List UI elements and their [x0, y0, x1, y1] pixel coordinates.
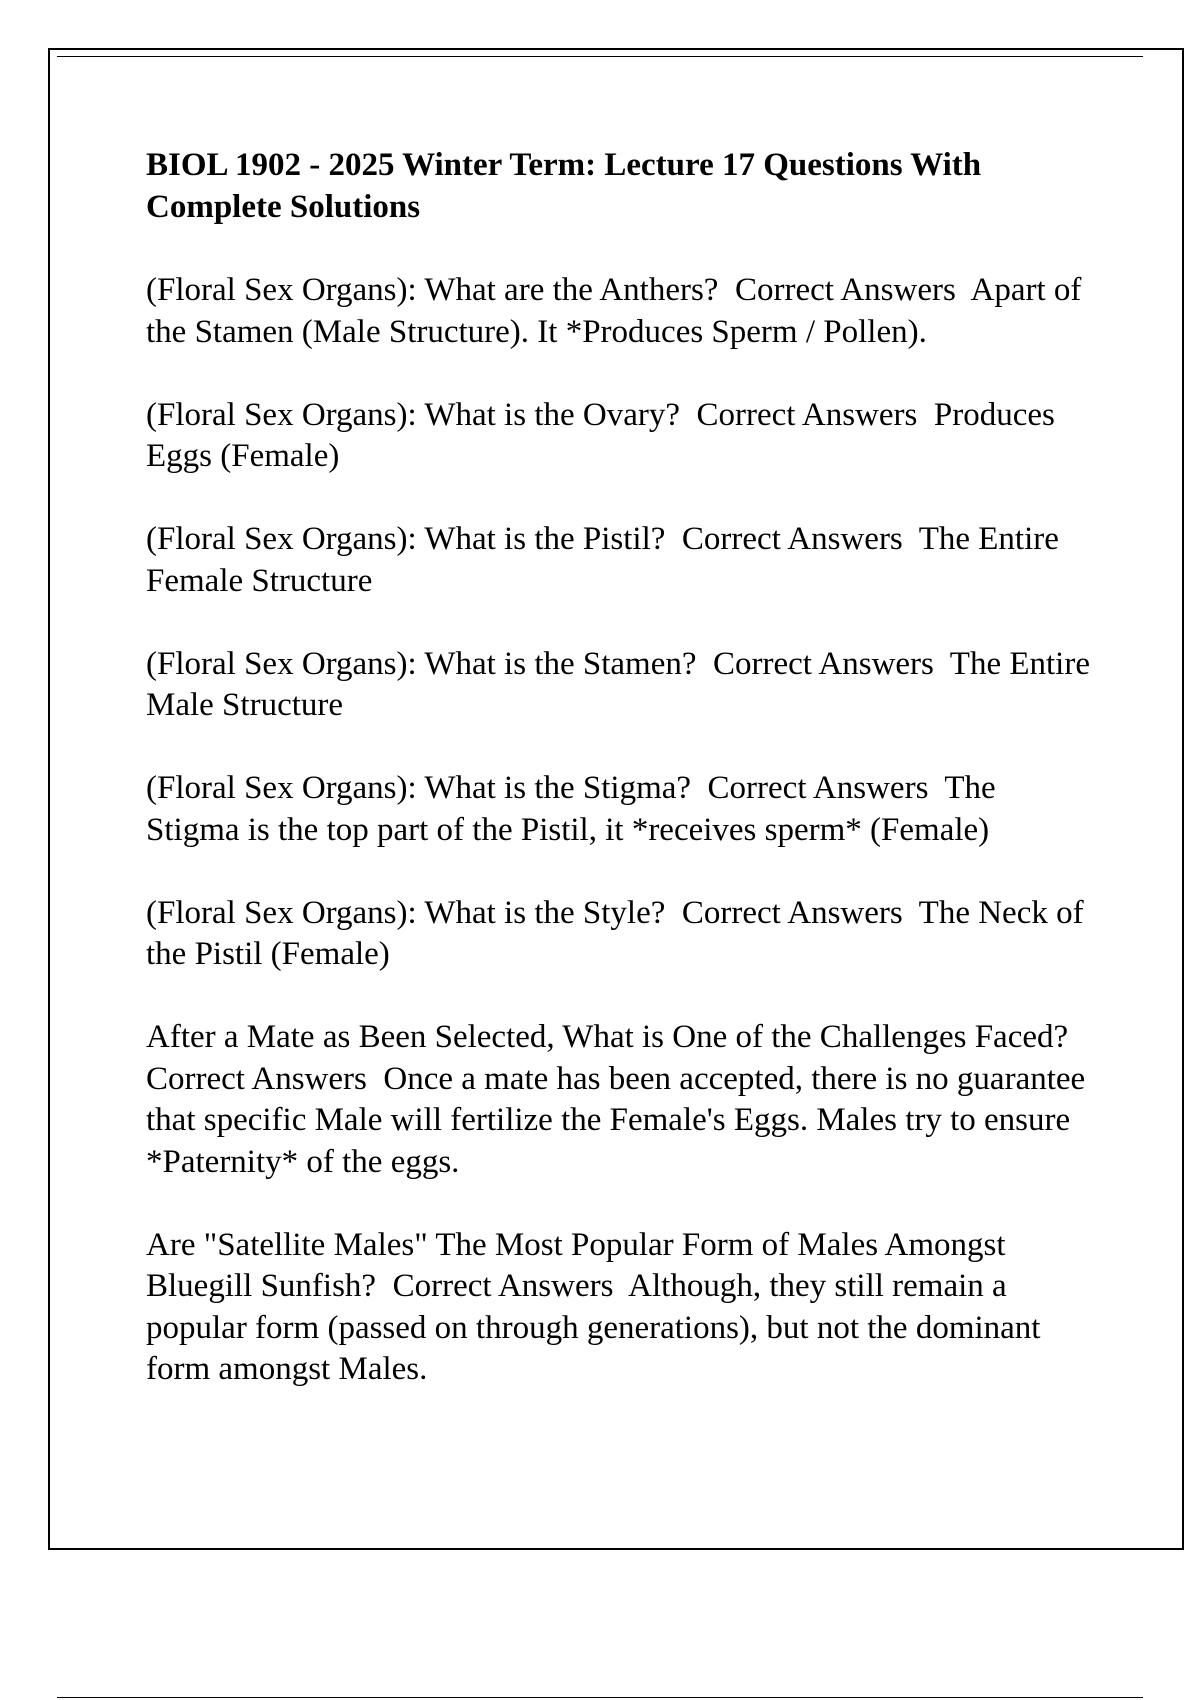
qa-item	[146, 270, 1096, 353]
answer-label: Correct Answers	[392, 1268, 614, 1304]
question-text: (Floral Sex Organs): What is the Stigma?	[146, 770, 692, 806]
answer-label: Correct Answers	[681, 521, 903, 557]
qa-item	[146, 893, 1096, 976]
question-text: Are "Satellite Males" The Most Popular Form of Males Amongst Bluegill Sunfish?	[146, 1226, 1014, 1304]
qa-item	[146, 644, 1099, 727]
qa-item	[146, 519, 1096, 602]
answer-label: Correct Answers	[707, 770, 929, 806]
bottom-rule	[57, 1697, 1143, 1698]
qa-item	[146, 768, 1096, 851]
question-text: (Floral Sex Organs): What is the Pistil?	[146, 521, 666, 557]
qa-item	[146, 1225, 1096, 1391]
question-text: (Floral Sex Organs): What is the Ovary?	[146, 396, 680, 433]
answer-label: Correct Answers	[146, 1060, 367, 1097]
answer-label: Correct Answers	[681, 894, 903, 931]
answer-label: Correct Answers	[696, 396, 918, 433]
answer-label: Correct Answers	[734, 272, 956, 308]
answer-text: Produces Eggs (Female)	[146, 396, 1064, 474]
document-title: BIOL 1902 - 2025 Winter Term: Lecture 17 Questions With Complete Solutions	[146, 147, 982, 225]
answer-text: The Neck of the Pistil (Female)	[146, 894, 1092, 972]
answer-text: Apart of the Stamen (Male Structure). It *Produces Sperm / Pollen).	[146, 272, 1090, 350]
document-content	[146, 145, 1099, 1432]
answer-text: Once a mate has been accepted, there is no guarantee that specific Male will fertilize the Female's Eggs. Males try to ensure *Paternity* of the eggs.	[146, 1060, 1094, 1180]
question-text: (Floral Sex Organs): What is the Stamen?	[146, 645, 697, 682]
answer-text: The Entire Female Structure	[146, 521, 1068, 599]
question-text: (Floral Sex Organs): What is the Style?	[146, 894, 666, 931]
question-text: (Floral Sex Organs): What are the Anthers?	[146, 272, 719, 308]
qa-item	[146, 1017, 1096, 1183]
answer-text: The Entire Male Structure	[146, 645, 1099, 723]
answer-text: Although, they still remain a popular form (passed on through generations), but not the dominant form amongst Males.	[146, 1268, 1049, 1387]
answer-text: The Stigma is the top part of the Pistil, it *receives sperm* (Female)	[146, 770, 1004, 848]
qa-item	[146, 395, 1096, 478]
answer-label: Correct Answers	[713, 645, 934, 682]
question-text: After a Mate as Been Selected, What is One of the Challenges Faced?	[146, 1019, 1069, 1055]
